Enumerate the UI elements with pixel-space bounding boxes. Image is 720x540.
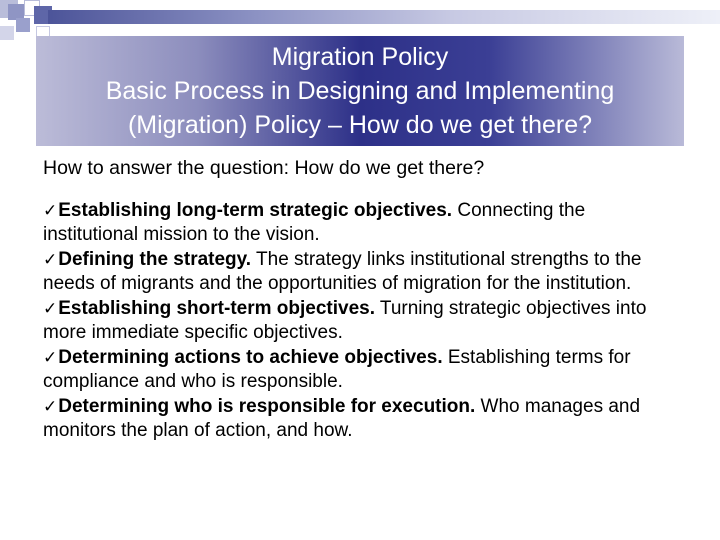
bullet-lead: Determining who is responsible for execution. <box>58 395 476 417</box>
checkmark-icon: ✓ <box>43 249 58 269</box>
bullet-item <box>43 395 683 444</box>
checkmark-icon: ✓ <box>43 298 58 318</box>
decorative-square <box>0 26 14 40</box>
bullet-item <box>43 248 683 297</box>
checkmark-icon: ✓ <box>43 200 58 220</box>
checkmark-icon: ✓ <box>43 396 58 416</box>
title-line-3: (Migration) Policy – How do we get there? <box>127 111 593 139</box>
bullet-text: Turning strategic objectives into more immediate specific objectives. <box>43 297 647 343</box>
decorative-square <box>16 18 30 32</box>
title-line-2: Basic Process in Designing and Implementing <box>105 77 615 105</box>
question-text: How to answer the question: How do we get there? <box>43 157 485 179</box>
bullet-lead: Defining the strategy. <box>58 248 252 270</box>
checkmark-icon: ✓ <box>43 347 58 367</box>
title-line-1: Migration Policy <box>271 43 449 71</box>
bullet-lead: Establishing short-term objectives. <box>58 297 375 319</box>
bullet-text: Establishing terms for compliance and who is responsible. <box>43 346 631 392</box>
slide-title <box>36 36 684 146</box>
bullet-lead: Establishing long-term strategic objectives. <box>58 199 453 221</box>
bullet-lead: Determining actions to achieve objectives. <box>58 346 443 368</box>
bullet-item <box>43 199 683 248</box>
top-gradient-bar <box>48 10 720 24</box>
bullet-item <box>43 346 683 395</box>
bullet-text: The strategy links institutional strengths to the needs of migrants and the opportunities of migration for the institution. <box>43 248 642 294</box>
bullet-text: Who manages and monitors the plan of action, and how. <box>43 395 641 441</box>
slide-body <box>43 156 683 444</box>
bullet-item <box>43 297 683 346</box>
bullet-text: Connecting the institutional mission to the vision. <box>43 199 586 245</box>
